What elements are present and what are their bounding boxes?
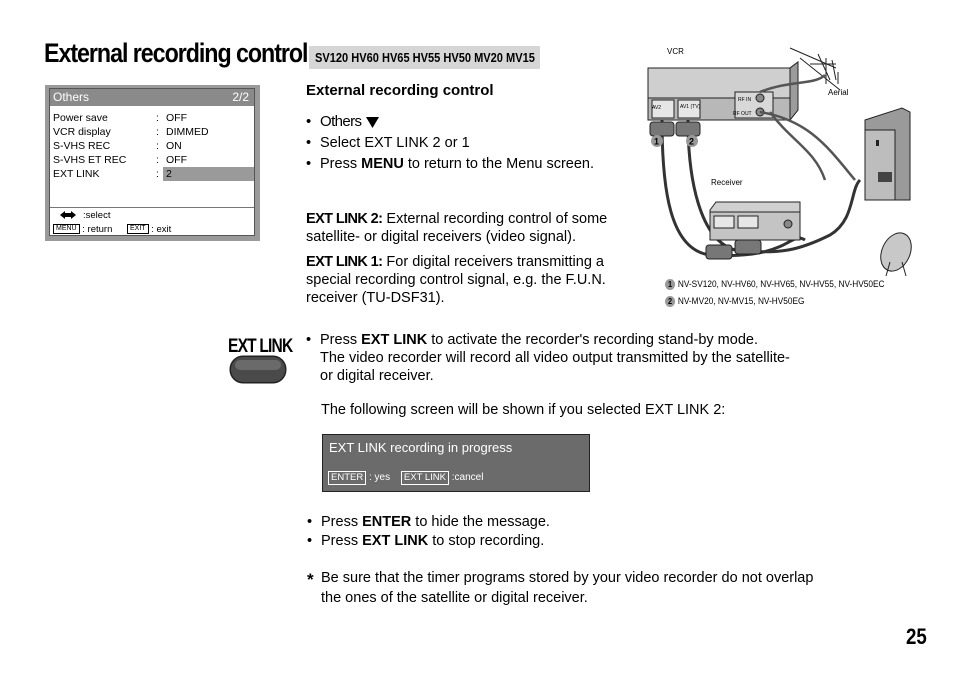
menu-key-word: MENU bbox=[361, 156, 404, 172]
ext-link-stop-key-word: EXT LINK bbox=[362, 533, 429, 549]
down-triangle-icon bbox=[366, 117, 379, 128]
select-label: :select bbox=[83, 210, 111, 221]
instruction-press-stop bbox=[307, 532, 544, 550]
menu-row-key: Power save bbox=[53, 112, 108, 124]
bullet-dot: • bbox=[306, 135, 312, 151]
port-rfout-label: RF OUT bbox=[733, 111, 752, 117]
menu-row-power-save bbox=[53, 111, 253, 125]
scart-plug-1 bbox=[650, 122, 674, 136]
port-av1-label: AV1 (TV) bbox=[680, 104, 701, 110]
menu-rows bbox=[53, 111, 253, 181]
bullet-dot: • bbox=[306, 113, 312, 130]
note-line2: the ones of the satellite or digital receiver. bbox=[321, 590, 588, 606]
osd-title: EXT LINK recording in progress bbox=[329, 440, 513, 455]
instruction-following: The following screen will be shown if you selected EXT LINK 2: bbox=[321, 402, 726, 418]
osd-footer bbox=[328, 471, 483, 485]
menu-row-key: S-VHS ET REC bbox=[53, 154, 127, 166]
instruction-press-ext-link-rest: to activate the recorder's recording stand-by mode. bbox=[431, 332, 758, 348]
menu-row-key: S-VHS REC bbox=[53, 140, 111, 152]
osd-yes-label: : yes bbox=[368, 472, 391, 483]
scart-plug-4 bbox=[735, 240, 761, 254]
callout-2: 2 bbox=[689, 136, 695, 147]
page-title: External recording control bbox=[44, 38, 308, 68]
menu-row-value: DIMMED bbox=[166, 126, 209, 138]
return-label: : return bbox=[82, 224, 113, 235]
port-av2-label: AV2 bbox=[652, 105, 662, 111]
bullet-dot: • bbox=[307, 514, 313, 530]
enter-key-word: ENTER bbox=[362, 514, 412, 530]
aerial-label: Aerial bbox=[828, 88, 849, 97]
instruction-press-enter bbox=[307, 513, 550, 531]
exit-key-badge: EXIT bbox=[127, 224, 149, 234]
menu-row-colon: : bbox=[156, 154, 159, 166]
menu-row-value: OFF bbox=[166, 154, 187, 166]
menu-row-colon: : bbox=[156, 126, 159, 138]
press-word: Press bbox=[320, 156, 358, 172]
scart-plug-3 bbox=[706, 245, 732, 259]
press-word: Press bbox=[320, 332, 358, 348]
legend-item-1 bbox=[665, 279, 885, 290]
legend-2-text: NV-MV20, NV-MV15, NV-HV50EG bbox=[677, 296, 805, 306]
up-down-arrow-icon bbox=[57, 210, 79, 220]
ext-link-key-word: EXT LINK bbox=[361, 332, 428, 348]
legend-1-number: 1 bbox=[665, 279, 675, 290]
bullet-select-text: Select EXT LINK 2 or 1 bbox=[320, 135, 470, 151]
ext-link-button-icon bbox=[231, 357, 285, 382]
osd-cancel-label: :cancel bbox=[451, 472, 484, 483]
menu-row-key: VCR display bbox=[53, 126, 111, 138]
legend-1-text: NV-SV120, NV-HV60, NV-HV65, NV-HV55, NV-HV50EC bbox=[677, 279, 885, 289]
bullet-dot: • bbox=[307, 533, 313, 549]
legend-item-2 bbox=[665, 296, 804, 307]
callout-1: 1 bbox=[654, 136, 660, 147]
menu-row-ext-link bbox=[53, 167, 253, 181]
menu-row-value: OFF bbox=[166, 112, 187, 124]
ext-link-1-label: EXT LINK 1: bbox=[306, 254, 383, 270]
bullet-dot: • bbox=[306, 332, 312, 348]
note-asterisk: * bbox=[307, 570, 314, 589]
menu-header-page: 2/2 bbox=[232, 90, 249, 104]
menu-row-colon: : bbox=[156, 140, 159, 152]
ext-link-1-description bbox=[306, 253, 642, 307]
menu-row-value-selected: 2 bbox=[163, 167, 254, 181]
menu-screen-panel bbox=[49, 88, 255, 236]
instruction-line2: The video recorder will record all video output transmitted by the satellite- bbox=[320, 350, 790, 366]
press-word: Press bbox=[321, 533, 359, 549]
menu-row-colon: : bbox=[156, 168, 159, 180]
connection-diagram bbox=[640, 40, 930, 280]
model-list-text: SV120 HV60 HV65 HV55 HV50 MV20 MV15 bbox=[315, 50, 535, 65]
ext-link-1-text: For digital receivers transmitting a special recording control signal, e.g. the F.U.N. receiver (TU-DSF31). bbox=[306, 254, 606, 306]
menu-row-vcr-display bbox=[53, 125, 253, 139]
menu-screen bbox=[45, 85, 260, 241]
press-menu-rest: to return to the Menu screen. bbox=[407, 156, 595, 172]
instruction-press-ext-link bbox=[306, 331, 758, 349]
bullet-others bbox=[306, 113, 379, 131]
osd-message-box bbox=[322, 434, 590, 492]
scart-plug-2 bbox=[676, 122, 700, 136]
page-number: 25 bbox=[906, 624, 927, 649]
instruction-press-enter-rest: to hide the message. bbox=[415, 514, 550, 530]
port-rfin-label: RF IN bbox=[738, 97, 752, 103]
menu-row-value: ON bbox=[166, 140, 182, 152]
menu-footer-keys bbox=[53, 223, 253, 237]
receiver-label: Receiver bbox=[711, 178, 743, 187]
menu-footer bbox=[53, 209, 253, 237]
note-line1: Be sure that the timer programs stored by your video recorder do not overlap bbox=[321, 570, 814, 586]
ext-link-2-label: EXT LINK 2: bbox=[306, 211, 383, 227]
ext-link-2-description bbox=[306, 210, 642, 246]
satellite-dish-icon bbox=[875, 228, 917, 276]
menu-row-svhs-rec bbox=[53, 139, 253, 153]
vcr-device bbox=[648, 62, 798, 120]
osd-enter-key: ENTER bbox=[328, 471, 366, 485]
others-label: Others bbox=[320, 113, 362, 130]
receiver-device bbox=[710, 202, 800, 240]
vcr-label: VCR bbox=[667, 47, 684, 56]
tv-icon bbox=[865, 108, 910, 200]
menu-row-svhs-et-rec bbox=[53, 153, 253, 167]
menu-header bbox=[50, 89, 254, 106]
section-heading: External recording control bbox=[306, 82, 494, 99]
ext-link-2-text: External recording control of some satellite- or digital receivers (video signal). bbox=[306, 211, 608, 245]
menu-row-colon: : bbox=[156, 112, 159, 124]
instruction-press-stop-rest: to stop recording. bbox=[432, 533, 545, 549]
instruction-line3: or digital receiver. bbox=[320, 368, 434, 384]
menu-header-title: Others bbox=[53, 90, 90, 104]
model-list-banner bbox=[309, 46, 540, 69]
press-word: Press bbox=[321, 514, 359, 530]
exit-label: : exit bbox=[151, 224, 172, 235]
bullet-dot: • bbox=[306, 156, 312, 172]
osd-ext-link-key: EXT LINK bbox=[401, 471, 449, 485]
bullet-press-menu bbox=[306, 155, 594, 173]
legend-2-number: 2 bbox=[665, 296, 675, 307]
ext-link-button-label: EXT LINK bbox=[228, 336, 293, 357]
menu-divider bbox=[50, 207, 254, 208]
menu-row-key: EXT LINK bbox=[53, 168, 100, 180]
bullet-select bbox=[306, 134, 470, 152]
menu-key-badge: MENU bbox=[53, 224, 80, 234]
menu-footer-select bbox=[53, 209, 253, 223]
